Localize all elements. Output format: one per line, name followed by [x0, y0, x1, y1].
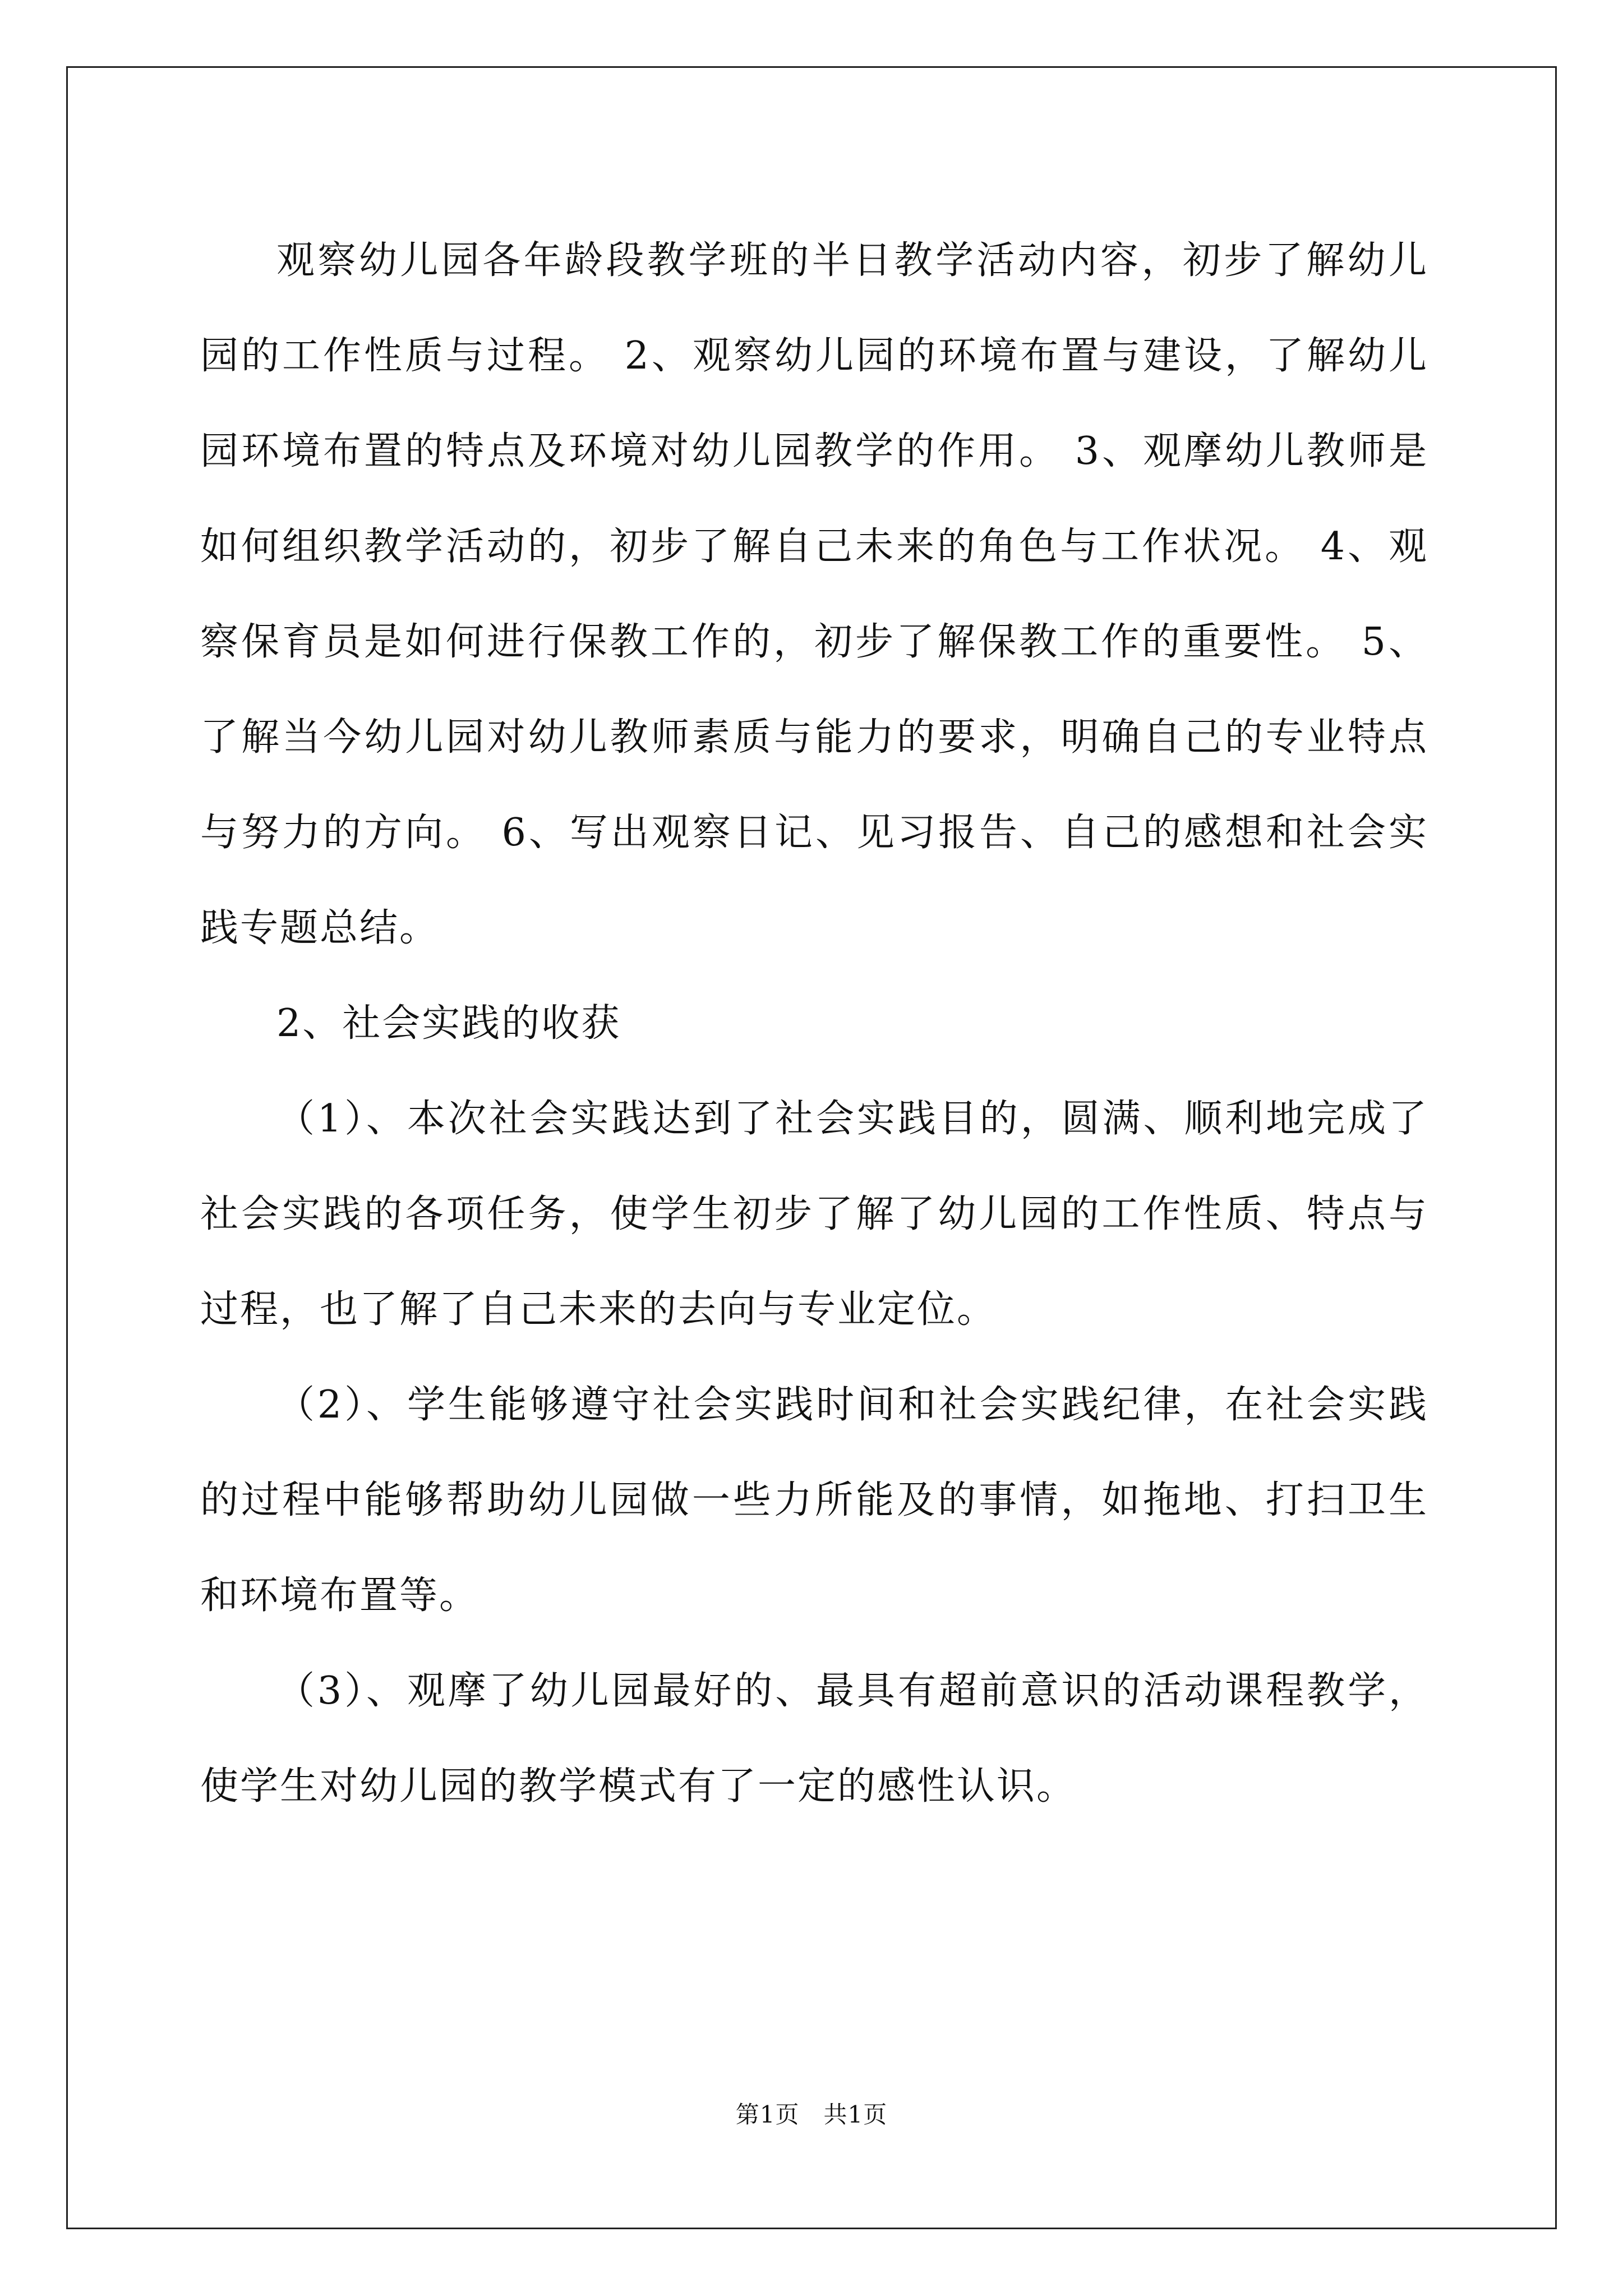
paragraph-harvest-2: （2）、学生能够遵守社会实践时间和社会实践纪律，在社会实践的过程中能够帮助幼儿园做一些力所能及的事情，如拖地、打扫卫生和环境布置等。	[200, 1383, 1428, 1618]
paragraph-observation-tasks: 观察幼儿园各年龄段教学班的半日教学活动内容，初步了解幼儿园的工作性质与过程。 2、观察幼儿园的环境布置与建设，了解幼儿园环境布置的特点及环境对幼儿园教学的作用。 3、观摩幼儿教师是如何组织教学活动的，初步了解自己未来的角色与工作状况。 4、观察保育员是如何进行保教工作的，初步了解保教工作的重要性。 5、了解当今幼儿园对幼儿教师素质与能力的要求，明确自己的专业特点与努力的方向。 6、写出观察日记、见习报告、自己的感想和社会实践专题总结。	[200, 238, 1428, 950]
paragraph-harvest-1: （1）、本次社会实践达到了社会实践目的，圆满、顺利地完成了社会实践的各项任务，使学生初步了解了幼儿园的工作性质、特点与过程，也了解了自己未来的去向与专业定位。	[200, 1097, 1428, 1332]
paragraph-harvest-3: （3）、观摩了幼儿园最好的、最具有超前意识的活动课程教学，使学生对幼儿园的教学模式有了一定的感性认识。	[200, 1669, 1428, 1809]
section-heading-harvest: 2、社会实践的收获	[276, 1001, 621, 1046]
page-footer: 第1页 共1页	[735, 2101, 888, 2128]
document-body	[200, 213, 1428, 1834]
